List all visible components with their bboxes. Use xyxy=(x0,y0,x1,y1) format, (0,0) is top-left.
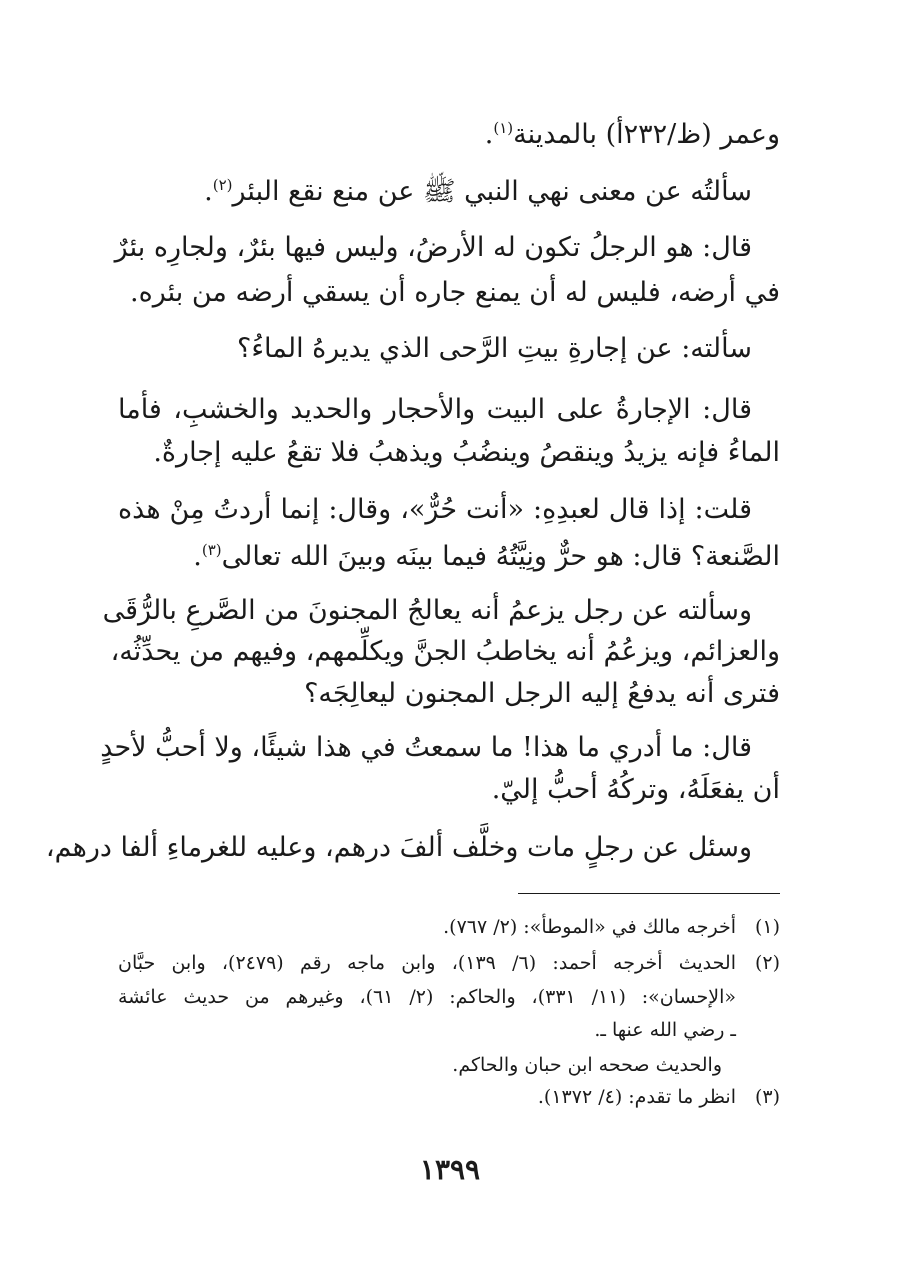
text-line-6: قال: الإجارةُ على البيت والأحجار والحديد والخشبِ، فأما xyxy=(118,394,752,425)
footnote-separator xyxy=(518,893,780,894)
text-line-5: سألته: عن إجارةِ بيتِ الرَّحى الذي يديرهُ الماءُ؟ xyxy=(236,333,752,364)
text-line-3: قال: هو الرجلُ تكون له الأرضُ، وليس فيها بئرٌ، ولجارِه بئرٌ xyxy=(114,232,752,263)
text-line-9: الصَّنعة؟ قال: هو حرٌّ ونِيَّتُهُ فيما بينَه وبينَ الله تعالى$^{(٣)}$. xyxy=(193,541,780,572)
text-line-10: وسألته عن رجل يزعمُ أنه يعالجُ المجنونَ من الصَّرعِ بالرُّقَى xyxy=(102,595,752,626)
text-line-11: والعزائم، ويزعُمُ أنه يخاطبُ الجنَّ ويكلِّمهم، وفيهم من يحدِّثُه، xyxy=(110,636,780,667)
footnote-2: (٢)الحديث أخرجه أحمد: (٦/ ١٣٩)، وابن ماجه رقم (٢٤٧٩)، وابن حبَّان xyxy=(118,949,780,977)
footnote-3: (٣)انظر ما تقدم: (٤/ ١٣٧٢). xyxy=(538,1083,780,1111)
text-line-12: فترى أنه يدفعُ إليه الرجل المجنون ليعالِجَه؟ xyxy=(304,678,780,709)
text-line-15: وسئل عن رجلٍ مات وخلَّف ألفَ درهم، وعليه للغرماءِ ألفا درهم، xyxy=(45,832,752,863)
footnote-ref-2: (٢) xyxy=(212,176,233,194)
footnote-number: (١) xyxy=(754,916,780,938)
footnote-2-line-3: ـ رضي الله عنها ـ. xyxy=(594,1019,736,1041)
text-line-1: وعمر (ظ/٢٣٢أ) بالمدينة$^{(١)}$. xyxy=(484,119,780,150)
text-line-13: قال: ما أدري ما هذا! ما سمعتُ في هذا شيئًا، ولا أحبُّ لأحدٍ xyxy=(100,732,752,763)
page-number: ١٣٩٩ xyxy=(419,1153,481,1186)
text-line-2: سألتُه عن معنى نهي النبي ﷺ عن منع نقع البئر$^{(٢)}$. xyxy=(204,176,752,207)
text-line-8: قلت: إذا قال لعبدِهِ: «أنت حُرٌّ»، وقال: إنما أردتُ مِنْ هذه xyxy=(118,494,752,525)
footnote-number: (٣) xyxy=(754,1086,780,1108)
text-line-14: أن يفعَلَهُ، وتركُهُ أحبُّ إليّ. xyxy=(491,774,780,805)
footnote-ref-1: (١) xyxy=(493,119,514,137)
text-line-7: الماءُ فإنه يزيدُ وينقصُ وينضُبُ ويذهبُ فلا تقعُ عليه إجارةٌ. xyxy=(153,437,780,468)
footnote-2-line-2: «الإحسان»: (١١/ ٣٣١)، والحاكم: (٢/ ٦١)، وغيرهم من حديث عائشة xyxy=(118,986,736,1008)
footnote-number: (٢) xyxy=(754,952,780,974)
footnote-1: (١)أخرجه مالك في «الموطأ»: (٢/ ٧٦٧). xyxy=(443,913,780,941)
text-line-4: في أرضه، فليس له أن يمنع جاره أن يسقي أرضه من بئره. xyxy=(129,277,780,308)
footnote-2-line-4: والحديث صححه ابن حبان والحاكم. xyxy=(452,1054,722,1076)
footnote-ref-3: (٣) xyxy=(201,541,222,559)
